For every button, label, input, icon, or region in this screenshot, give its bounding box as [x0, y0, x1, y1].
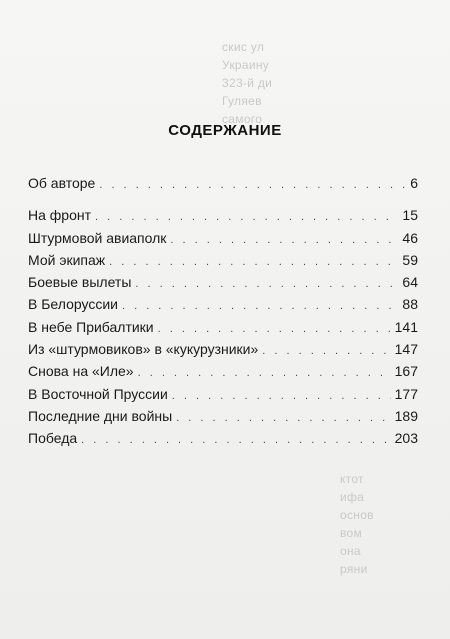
toc-entry — [28, 172, 418, 194]
toc-entry — [28, 293, 418, 315]
dot-leader — [172, 385, 391, 407]
toc-entry-title: В небе Прибалтики — [28, 318, 154, 335]
toc-entry — [28, 249, 418, 271]
toc-entry-title: Штурмовой авиаполк — [28, 229, 167, 246]
toc-entry-page: 167 — [394, 363, 418, 380]
toc-entry — [28, 383, 418, 405]
dot-leader — [122, 295, 398, 317]
toc-entry — [28, 338, 418, 360]
bleed-through-text-top: скис ул Украину 323-й ди Гуляев самого — [222, 40, 273, 126]
toc-entry-page: 59 — [402, 251, 418, 268]
toc-entry-page: 141 — [394, 318, 418, 335]
toc-entry-page: 177 — [394, 385, 418, 402]
toc-entry — [28, 204, 418, 226]
toc-entry-title: Об авторе — [28, 175, 96, 191]
toc-entry-title: Мой экипаж — [28, 251, 106, 268]
bleed-through-text-bottom: ктот ифа основ вом она ряни — [340, 472, 374, 576]
dot-leader — [95, 206, 398, 228]
toc-entry-page: 88 — [402, 296, 418, 313]
page-title: СОДЕРЖАНИЕ — [168, 122, 282, 139]
toc-entry — [28, 271, 418, 293]
dot-leader — [81, 429, 390, 451]
toc-entry — [28, 316, 418, 338]
dot-leader — [109, 251, 398, 273]
toc-entry-title: Из «штурмовиков» в «кукурузники» — [28, 341, 259, 358]
toc-entry-title: Снова на «Иле» — [28, 363, 134, 380]
toc-entry-page: 189 — [394, 407, 418, 424]
toc-entry-page: 64 — [402, 274, 418, 291]
toc-entry-page: 6 — [410, 175, 418, 191]
toc-entry-page: 15 — [402, 207, 418, 224]
dot-leader — [170, 229, 398, 251]
toc-entry-page: 147 — [394, 341, 418, 358]
dot-leader — [99, 174, 406, 196]
toc-entry-page: 203 — [394, 430, 418, 447]
toc-entry — [28, 427, 418, 449]
table-of-contents — [28, 172, 418, 450]
toc-entry-title: Победа — [28, 430, 78, 447]
toc-entry-title: В Восточной Пруссии — [28, 385, 168, 402]
dot-leader — [262, 340, 390, 362]
toc-entry — [28, 405, 418, 427]
dot-leader — [138, 362, 391, 384]
toc-entry-page: 46 — [402, 229, 418, 246]
toc-entry-title: Боевые вылеты — [28, 274, 132, 291]
toc-entry — [28, 360, 418, 382]
toc-entry-title: На фронт — [28, 207, 92, 224]
dot-leader — [158, 318, 391, 340]
toc-entry-title: Последние дни войны — [28, 407, 173, 424]
dot-leader — [135, 273, 398, 295]
toc-entry — [28, 227, 418, 249]
dot-leader — [176, 407, 390, 429]
toc-entry-title: В Белоруссии — [28, 296, 118, 313]
